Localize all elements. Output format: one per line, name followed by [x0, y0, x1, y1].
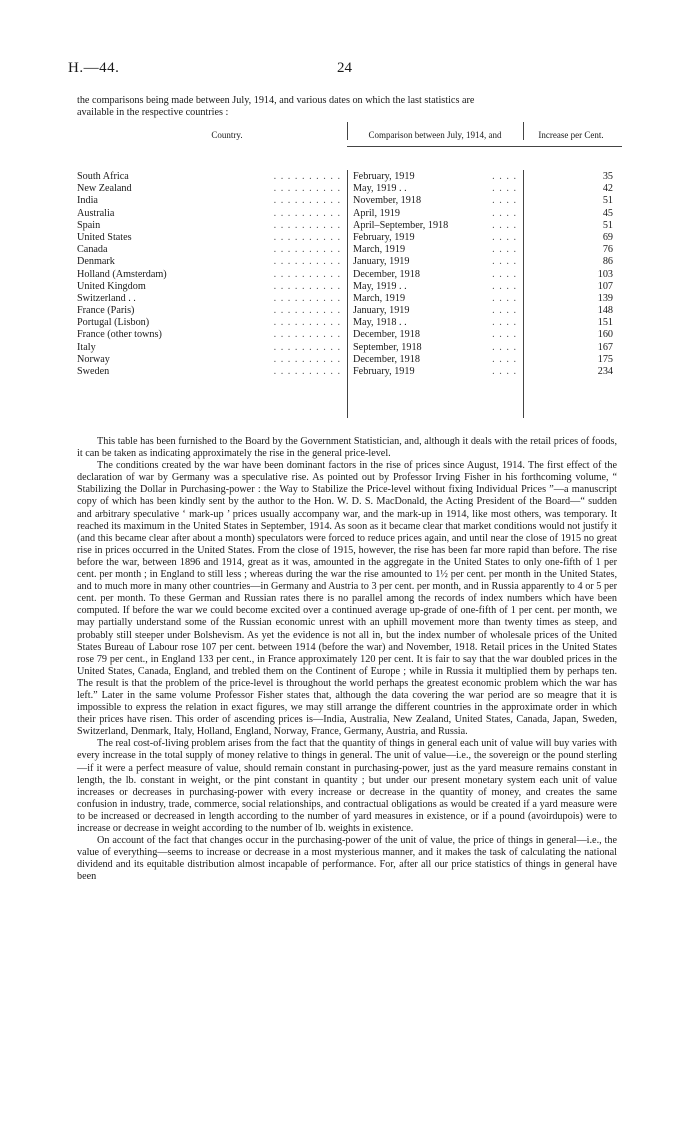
paragraph: This table has been furnished to the Board by the Government Statistician, and, although it deals with the retail prices of foods, it can be taken as indicating approximately the rise in the general price-level. [77, 436, 617, 460]
date-cell: December, 1918 [353, 329, 420, 341]
country-cell: United States [77, 231, 132, 243]
country-cell: Canada [77, 244, 108, 256]
country-cell: Switzerland . . [77, 292, 136, 304]
leader-dots: . . . . . . . . . . [273, 292, 341, 304]
country-cell: France (other towns) [77, 329, 162, 341]
leader-dots: . . . . [492, 268, 517, 280]
body-text [77, 436, 617, 883]
column-header-increase: Increase per Cent. [538, 130, 604, 140]
column-header-country: Country. [211, 130, 243, 140]
leader-dots: . . . . . . . . . . [273, 305, 341, 317]
leader-dots: . . . . [492, 317, 517, 329]
leader-dots: . . . . . . . . . . [273, 244, 341, 256]
country-cell: Australia [77, 207, 115, 219]
increase-cell: 148 [597, 305, 613, 317]
table-row [77, 317, 622, 329]
table-row [77, 281, 622, 293]
leader-dots: . . . . . . . . . . [273, 341, 341, 353]
country-cell: Denmark [77, 256, 115, 268]
leader-dots: . . . . . . . . . . [273, 366, 341, 377]
leader-dots: . . . . [492, 244, 517, 256]
country-cell: Sweden [77, 366, 110, 377]
increase-cell: 51 [602, 219, 613, 231]
table-row [77, 269, 622, 281]
leader-dots: . . . . . . . . . . [273, 195, 341, 207]
increase-cell: 151 [597, 317, 613, 329]
date-cell: May, 1918 . . [353, 317, 407, 329]
paragraph: The real cost-of-living problem arises from the fact that the quantity of things in general each unit of value will buy varies with every increase in the total supply of money relative to things in general. The unit of value—i.e., the sovereign or the pound sterling—if it were a perfect measure of value, should remain constant in purchasing-power, just as the yard measure remains constant in length, the lb. constant in weight, or the pint constant in quantity ; but under our present monetary system each unit of value increases or decreases in purchasing-power with every increase or decrease in the quantity of money, and creates the same confusion in industry, trade, commerce, social relationships, and contractual obligations as would be created if a yard measure were to be increased or decreased in length according to the number of yard measures in existence, or if a pound (avoirdupois) were to increase or decrease in weight according to the number of lb. weights in existence. [77, 738, 617, 834]
date-cell: February, 1919 [353, 366, 415, 377]
date-cell: May, 1919 . . [353, 183, 407, 195]
table-row [77, 220, 622, 232]
leader-dots: . . . . . . . . . . [273, 171, 341, 182]
increase-cell: 107 [597, 280, 613, 292]
table-row [77, 171, 622, 183]
table-row [77, 195, 622, 207]
date-cell: December, 1918 [353, 353, 420, 365]
leader-dots: . . . . . . . . . . [273, 317, 341, 329]
date-cell: September, 1918 [353, 341, 422, 353]
increase-cell: 160 [597, 329, 613, 341]
date-cell: January, 1919 [353, 305, 410, 317]
table-row [77, 329, 622, 341]
leader-dots: . . . . [492, 305, 517, 317]
leader-dots: . . . . [492, 195, 517, 207]
increase-cell: 45 [602, 207, 613, 219]
table-row [77, 208, 622, 220]
leader-dots: . . . . [492, 256, 517, 268]
country-cell: South Africa [77, 171, 129, 182]
leader-dots: . . . . . . . . . . [273, 219, 341, 231]
leader-dots: . . . . [492, 353, 517, 365]
table-row [77, 183, 622, 195]
increase-cell: 175 [597, 353, 613, 365]
leader-dots: . . . . [492, 231, 517, 243]
table-row [77, 354, 622, 366]
leader-dots: . . . . [492, 292, 517, 304]
country-cell: Italy [77, 341, 96, 353]
leader-dots: . . . . [492, 219, 517, 231]
country-cell: Norway [77, 353, 110, 365]
leader-dots: . . . . [492, 183, 517, 195]
increase-cell: 167 [597, 341, 613, 353]
leader-dots: . . . . . . . . . . [273, 183, 341, 195]
page-number: 24 [337, 60, 352, 76]
country-cell: New Zealand [77, 183, 132, 195]
leader-dots: . . . . [492, 280, 517, 292]
date-cell: April, 1919 [353, 207, 400, 219]
intro-line: available in the respective countries : [77, 107, 229, 118]
column-divider [523, 122, 524, 140]
date-cell: April–September, 1918 [353, 219, 449, 231]
date-cell: March, 1919 [353, 244, 406, 256]
paragraph: On account of the fact that changes occur in the purchasing-power of the unit of value, the price of things in general—i.e., the value of everything—seems to increase or decrease in a most mysterious manner, and it makes the task of calculating the national dividend and its equitable distribution almost incapable of performance. For, after all our price statistics of things in general have been [77, 835, 617, 883]
table-body [77, 171, 622, 378]
increase-cell: 86 [602, 256, 613, 268]
increase-cell: 139 [597, 292, 613, 304]
leader-dots: . . . . . . . . . . [273, 329, 341, 341]
country-cell: Holland (Amsterdam) [77, 268, 167, 280]
date-cell: February, 1919 [353, 171, 415, 182]
leader-dots: . . . . . . . . . . [273, 207, 341, 219]
leader-dots: . . . . . . . . . . [273, 256, 341, 268]
table-row [77, 342, 622, 354]
table-row [77, 232, 622, 244]
leader-dots: . . . . [492, 366, 517, 377]
leader-dots: . . . . [492, 329, 517, 341]
table-row [77, 256, 622, 268]
increase-cell: 42 [602, 183, 613, 195]
date-cell: November, 1918 [353, 195, 422, 207]
leader-dots: . . . . . . . . . . [273, 231, 341, 243]
increase-cell: 234 [597, 366, 613, 377]
leader-dots: . . . . [492, 171, 517, 182]
increase-cell: 51 [602, 195, 613, 207]
date-cell: May, 1919 . . [353, 280, 407, 292]
date-cell: March, 1919 [353, 292, 406, 304]
paragraph: The conditions created by the war have been dominant factors in the rise of prices since August, 1914. The first effect of the declaration of war by Germany was a speculative rise. As pointed out by Professor Irving Fisher in his forthcoming volume, “ Stabilizing the Dollar in Purchasing-power : the Way to Stabilize the Price-level without fixing Individual Prices ”—a manuscript copy of which has been kindly sent by the author to the Hon. W. D. S. MacDonald, the Acting President of the Board—“ sudden and arbitrary speculative ‘ mark-up ’ prices usually accompany war, and the mark-up in 1914, like most others, was temporary. It reached its maximum in the United States in September, 1914. As soon as it became clear that market conditions would not justify it (and this became clear after about a month) speculators were forced to reduce prices again, and until near the close of 1915 no great rise in prices occurred in the United States. From the close of 1915, however, the rise has been far more rapid than before. The rise before the war, between 1896 and 1914, great as it was, amounted in the aggregate in the United States to only one-fifth of 1 per cent. per month ; in England to still less ; whereas during the war the rise amounted to 1½ per cent. per month in the United States, and to much more in many other countries—in Germany and Austria to 3 per cent. per month, and in Russia apparently to 4 or 5 per cent. per month. To these German and Russian rates there is no parallel among the records of index numbers which have been computed. If before the war we could become excited over a continued average up-grade of one-fifth of 1 per cent. per month, we may partially understand some of the Russian economic unrest with an uphill movement more than twenty times as steep, and probably still steeper under Bolshevism. As yet the evidence is not all in, but the index number of wholesale prices of the United States Bureau of Labour rose 107 per cent. between 1914 (before the war) and November, 1918. Retail prices in the United States rose 79 per cent., in England 133 per cent., in France approximately 120 per cent. It is fair to say that the war doubled prices in the United States, Canada, England, and trebled them on the Continent of Europe ; while in Russia it multiplied them by perhaps ten. The result is that the problem of the price-level is throughout the world perhaps the greatest economic problem which the war has left.” Later in the same volume Professor Fisher states that, although the data covering the war period are so meagre that it is impossible to express the relation in exact figures, we may still arrange the different countries in the approximate order in which their prices have risen. This order of ascending prices is—India, Australia, New Zealand, United States, Canada, Japan, Sweden, Switzerland, Denmark, Italy, Holland, England, Norway, France, Germany, Austria, and Russia. [77, 460, 617, 738]
date-cell: December, 1918 [353, 268, 420, 280]
table-row [77, 293, 622, 305]
leader-dots: . . . . . . . . . . [273, 280, 341, 292]
country-cell: Portugal (Lisbon) [77, 317, 150, 329]
country-cell: India [77, 195, 98, 207]
date-cell: January, 1919 [353, 256, 410, 268]
column-header-comparison: Comparison between July, 1914, and [368, 130, 502, 140]
leader-dots: . . . . [492, 207, 517, 219]
intro-text [77, 95, 617, 119]
column-divider [347, 122, 348, 140]
country-cell: France (Paris) [77, 305, 135, 317]
header-rule [347, 146, 622, 147]
country-cell: Spain [77, 219, 101, 231]
leader-dots: . . . . . . . . . . [273, 268, 341, 280]
date-cell: February, 1919 [353, 231, 415, 243]
table-row [77, 366, 622, 378]
increase-cell: 103 [597, 268, 613, 280]
leader-dots: . . . . [492, 341, 517, 353]
increase-cell: 76 [602, 244, 613, 256]
document-reference: H.—44. [68, 60, 120, 76]
table-row [77, 305, 622, 317]
leader-dots: . . . . . . . . . . [273, 353, 341, 365]
increase-cell: 35 [602, 171, 613, 182]
intro-line: the comparisons being made between July, 1914, and various dates on which the last statistics are [77, 95, 475, 106]
increase-cell: 69 [602, 231, 613, 243]
table-row [77, 244, 622, 256]
country-cell: United Kingdom [77, 280, 146, 292]
